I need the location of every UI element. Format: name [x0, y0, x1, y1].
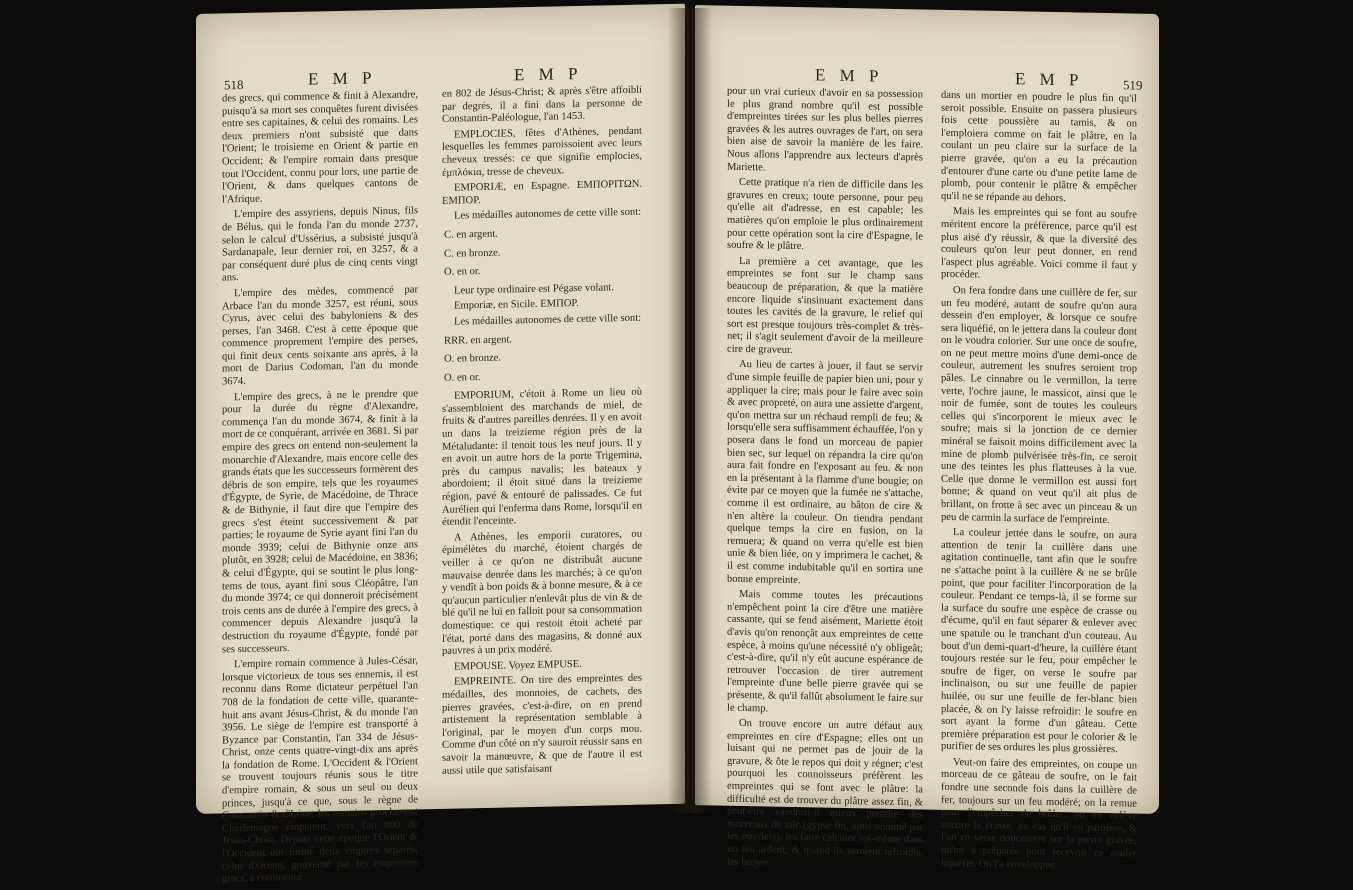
text-column-1: [222, 89, 418, 889]
list-item: O. en or.: [444, 371, 481, 384]
running-head: E M P: [514, 63, 583, 85]
list-item: O. en bronze.: [444, 352, 502, 365]
paragraph: L'empire romain commence à Jules-César, lorsque victorieux de tous ses ennemis, il est reconnu dans Rome dictateur perpétuel l'an 708 de la fondation de cette ville, quarante-huit ans avant Jésus-Christ, & du monde l'an 3956. Le siège de l'empire est transporté à Byzance par Constantin, l'an 334 de Jésus-Christ, onze cents quatre-vingt-dix ans après la fondation de Rome. L'Occident & l'Orient se trouvent toujours réunis sous le titre d'empire romain, & sous un seul ou deux princes, jusqu'à ce que, sous le règne de Constantin & d'Irène, les romains proclament Charlemagne empereur, vers l'an 800 de Jésus-Christ. Depuis cette époque l'Orient & l'Occident ont formé deux empires séparés; celui d'Orient, gouverné par les empereurs grecs, a commencé: [222, 655, 418, 885]
text-column-2: [442, 85, 642, 781]
running-head: E M P: [308, 68, 377, 89]
list-item: O. en or.: [444, 266, 481, 278]
paragraph: Cette pratique n'a rien de difficile dans les gravures en creux; toute personne, pour peu qu'elle ait d'adresse, en est capable; les matières qu'on emploie le plus ordinairement pour cette opération sont la cire d'Espagne, le soufre & le plâtre.: [727, 177, 923, 253]
list-item: RRR. en argent.: [444, 333, 513, 347]
paragraph: Emporiæ, en Sicile. ΕΜΠΟΡ.: [454, 298, 579, 312]
paragraph: EMPLOCIES, fêtes d'Athènes, pendant lesquelles les femmes paroissoient avec leurs cheveux tressés: ce que signifie emplocies, ἐμπλόκια, tresse de cheveux.: [442, 125, 642, 179]
paragraph: Les médailles autonomes de cette ville sont:: [454, 207, 642, 222]
paragraph: L'empire des mèdes, commencé par Arbace l'an du monde 3257, est réuni, sous Cyrus, avec celui des babyloniens & des perses, l'an 3468. C'est à cette époque que commence proprement l'empire des perses, qui finit deux cents soixante ans après, à la mort de Darius Codoman, l'an du monde 3674.: [222, 284, 418, 388]
paragraph: Les médailles autonomes de cette ville sont:: [454, 312, 642, 328]
paragraph: L'empire des grecs, à ne le prendre que pour la durée du règne d'Alexandre, commença l'an du monde 3674, & finit à la mort de ce conquérant, arrivée en 3681. Si par empire des grecs on entend non-seulement la monarchie d'Alexandre, mais encore celle des grands états que les successeurs formèrent des débris de son empire, tels que les royaumes d'Égypte, de Syrie, de Macédoine, de Thrace & de Bithynie, il faut dire que l'empire des grecs s'est éteint successivement & par parties; le royaume de Syrie ayant fini l'an du monde 3939; celui de Bithynie onze ans plutôt, en 3928; celui de Macédoine, en 3836; & celui d'Égypte, qui se soutint le plus long-tems de tous, ayant fini sous Cléopâtre, l'an du monde 3974; ce qui donneroit précisément trois cents ans de durée à l'empire des grecs, à commencer depuis Alexandre jusqu'à la destruction du royaume d'Égypte, fondé par ses successeurs.: [222, 388, 418, 655]
paragraph: des grecs, qui commence & finit à Alexandre, puisqu'à sa mort ses conquêtes furent divisées entre ses capitaines, & celui des romains. Les deux premiers n'ont subsisté que dans l'Orient; le troisieme en Orient & partie en Occident; & l'empire romain dans presque tout l'Occident, connu pour lors, une partie de l'Orient, & dans quelques cantons de l'Afrique.: [222, 89, 418, 206]
paragraph: A Athènes, les emporii curatores, ou épimélètes du marché, étoient chargés de veiller à ce qu'on ne distribuât aucune mauvaise denrée dans les marchés; à ce qu'on y vendît à bon poids & à bonne mesure, & à ce qu'aucun particulier n'enlevât plus de vin & de blé qu'il ne lui en falloit pour sa consommation domestique: ce qui restoit étoit acheté par l'état, porté dans des magasins, & donné aux pauvres à un prix modéré.: [442, 528, 642, 658]
paragraph: On trouve encore un autre défaut aux empreintes en cire d'Espagne; elles ont un luisant qui ne permet pas de jouir de la gravure, & ôte le repos qui doit y régner; c'est pourquoi les connoisseurs préfèrent les empreintes qui se font avec le plâtre: la difficulté est de trouver du plâtre assez fin, & peut-être vaudroit-il mieux prendre des morceaux de talc (gypse fin, ainsi nommé par les ouvriers), les faire calciner soi-même dans un feu ardent, & quand ils seroient refroidis, les broyer: [727, 718, 923, 869]
text-column-1: [727, 86, 923, 876]
paragraph: Mais comme toutes les précautions n'empêchent point la cire d'être une matière cassante, qui se fend aisément, Mariette étoit d'avis qu'on renonçât aux empreintes de cette espèce, à moins qu'une nécessité n'y obligeât; c'est-à-dire, qu'il n'y eût aucune espérance de retrouver l'occasion de tirer autrement l'empreinte d'une belle pierre gravée qui se présente, & qu'il fallût absolument le faire sur le champ.: [727, 589, 923, 714]
text-column-2: [941, 90, 1137, 877]
page-number: 518: [224, 77, 244, 93]
paragraph: Mais les empreintes qui se font au soufre méritent encore la préférence, parce qu'il est plus aisé d'y réussir, & que la diversité des couleurs qu'on leur peut donner, en rend l'aspect plus agréable. Voici comme il faut y procéder.: [941, 206, 1137, 281]
paragraph: La première a cet avantage, que les empreintes se font sur le champ sans beaucoup de préparation, & que la matière encore liquide s'insinuant exactement dans toutes les cavités de la gravure, le relief qui sort est presque toujours très-complet & très-net; il s'agit seulement d'avoir de la meilleure cire de graveur.: [727, 255, 923, 356]
paragraph: EMPOUSE. Voyez EMPUSE.: [454, 658, 582, 673]
paragraph: Veut-on faire des empreintes, on coupe un morceau de ce gâteau de soufre, on le fait fondre une seconde fois dans la cuillère de fer, toujours sur un feu modéré; on la remue pour l'empêcher de brûler; on en enlève encore la crasse, en cas qu'il en paroisse, & l'on en verse doucement sur la pierre gravée, qu'on a préparée pour recevoir ce soufre liquéfié. On l'a enveloppée,: [941, 756, 1137, 871]
running-head: E M P: [815, 65, 884, 86]
paragraph: La couleur jettée dans le soufre, on aura attention de tenir la cuillère dans une agitation continuelle, tant afin que le soufre ne s'attache point à la cuillère & ne se brûle point, que pour faciliter l'incorporation de la couleur. Pendant ce temps-là, il se forme sur la surface du soufre une espèce de crasse ou d'écume, qu'il en faut séparer & enlever avec une spatule ou le tranchant d'un couteau. Au bout d'un demi-quart-d'heure, la cuillère étant toujours restée sur le feu, pour empêcher le soufre de figer, on verse le soufre par inclinaison, ou sur une feuille de papier huilée, ou sur une feuille de fer-blanc bien placée, & on l'y laisse refroidir: le soufre en sort ayant la forme d'un gâteau. Cette première préparation est pour le colorier & le purifier de ses ordures les plus grossières.: [941, 527, 1137, 756]
paragraph: en 802 de Jésus-Christ; & après s'être affoibli par degrés, il a fini dans la personne de Constantin-Paléologue, l'an 1453.: [442, 84, 642, 126]
left-page: [196, 4, 685, 885]
paragraph: On fera fondre dans une cuillère de fer, sur un feu modéré, autant de soufre qu'on aura dessein d'en employer, & lorsque ce soufre sera liquéfié, on le jettera dans la couleur dont on le voudra colorier. Sur une once de soufre, on ne peut mettre moins d'une demi-once de couleur, autrement les soufres seroient trop pâles. Le cinnabre ou le vermillon, la terre verte, l'ochre jaune, le massicot, ainsi que le noir de fumée, sont de toutes les couleurs celles qui s'incorporent le mieux avec le soufre; mais si la jonction de ce dernier minéral se faisoit moins difficilement avec la mine de plomb pulvérisée très-fin, ce seroit une des teintes les plus flatteuses à la vue. Celle que donne le vermillon est aussi fort bonne; & quand on veut qu'il ait plus de brillant, on frotte à sec avec un pinceau & un peu de carmin la surface de l'empreinte.: [941, 284, 1137, 526]
paragraph: EMPREINTE. On tire des empreintes des médailles, des monnoies, de cachets, des pierres gravées, c'est-à-dire, on en prend artistement la représentation semblable à l'original, par le moyen d'un corps mou. Comme d'un côté on n'y sauroit réussir sans en savoir la manœuvre, & que de l'autre il est aussi utile que satisfaisant: [442, 673, 642, 777]
paragraph: EMPORIÆ, en Espagne. ΕΜΠΟΡΙΤΩΝ. ΕΜΠΟΡ.: [442, 178, 642, 207]
paragraph: Leur type ordinaire est Pégase volant.: [454, 281, 615, 297]
paragraph: Au lieu de cartes à jouer, il faut se servir d'une simple feuille de papier bien uni, pour y appliquer la cire; mais pour le faire avec soin & avec propreté, on aura une assiette d'argent, qu'on mettra sur un réchaud rempli de feu; & lorsqu'elle sera suffisamment échauffée, l'on y posera dans le fond un morceau de papier bien sec, sur lequel on répandra la cire qu'on aura fait fondre en l'exposant au feu. & non en la présentant à la flamme d'une bougie; on évite par ce moyen que la fumée ne s'attache, comme il est ordinaire, au bâton de cire & n'en altère la couleur. On tiendra pendant quelque temps la cire en fusion, on la remuera; & quand on verra qu'elle est bien unie & bien liée, on y imprimera le cachet, & il est comme indubitable qu'il en sortira une bonne empreinte.: [727, 359, 923, 586]
list-item: C. en argent.: [444, 228, 498, 241]
paragraph: pour un vrai curieux d'avoir en sa possession le plus grand nombre qu'il est possible d'empreintes tirées sur les plus belles pierres gravées & les autres ouvrages de l'art, on sera bien aise de savoir la manière de les faire. Nous allons l'apprendre aux lecteurs d'après Mariette.: [727, 85, 923, 174]
paragraph: dans un mortier en poudre le plus fin qu'il seroit possible. Ensuite on passera plusieurs fois cette poussière au tamis, & on l'emploiera comme on fait le plâtre, en la coulant un peu claire sur la surface de la pierre gravée, qu'on a eu la précaution d'entourer d'une carte ou d'une petite lame de plomb, pour contenir le plâtre & empêcher qu'il ne se répande au dehors.: [941, 89, 1137, 204]
list-item: C. en bronze.: [444, 247, 501, 260]
running-head: E M P: [1015, 69, 1084, 90]
paragraph: EMPORIUM, c'étoit à Rome un lieu où s'assembloient des marchands de miel, de fruits & d'autres pareilles denrées. Il y en avoit un dans la treizieme région près de la Métaludante: il tenoit tous les neuf jours. Il y en avoit un autre hors de la porte Trigemina, près du campus navalis; les bateaux y abordoient; il étoit situé dans la treizieme région, pavé & entouré de palissades. Ce fut Aurélien qui l'enferma dans Rome, lorsqu'il en étendit l'enceinte.: [442, 386, 642, 529]
page-number: 519: [1123, 77, 1143, 93]
right-page: [695, 5, 1159, 871]
paragraph: L'empire des assyriens, depuis Ninus, fils de Bélus, qui le fonda l'an du monde 2737, selon le calcul d'Ussérius, a subsisté jusqu'à Sardanapale, leur dernier roi, en 3257, & a par conséquent duré plus de cinq cents vingt ans.: [222, 205, 418, 284]
